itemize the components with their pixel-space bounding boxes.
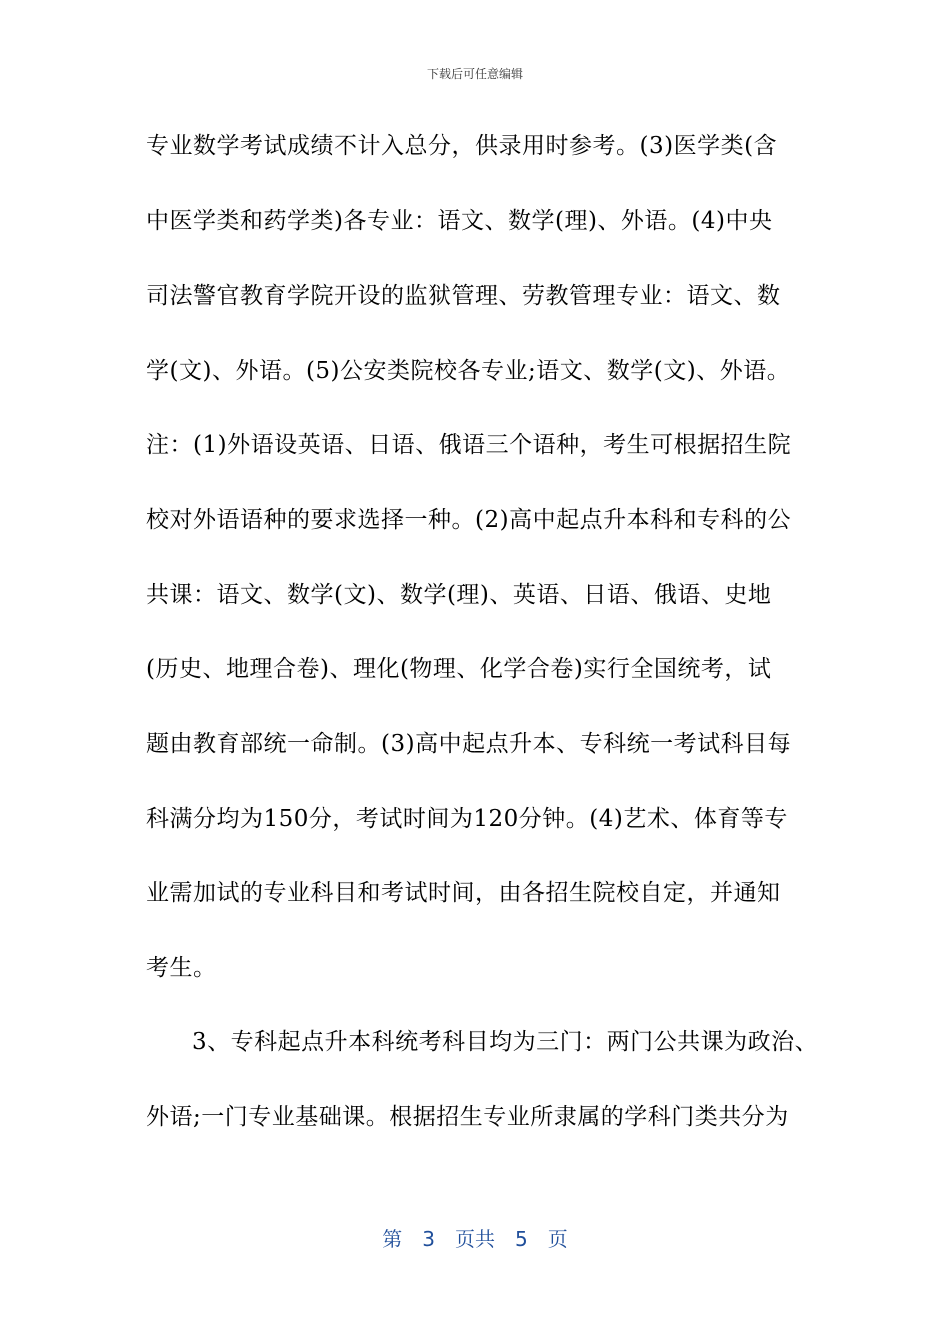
- text-line: 注：(1)外语设英语、日语、俄语三个语种，考生可根据招生院: [146, 432, 792, 458]
- footer-prefix: 第: [382, 1227, 403, 1251]
- footer-middle: 页共: [455, 1227, 495, 1251]
- text-line: (历史、地理合卷)、理化(物理、化学合卷)实行全国统考，试: [146, 656, 772, 682]
- text-line: 司法警官教育学院开设的监狱管理、劳教管理专业：语文、数: [146, 283, 781, 309]
- text-line: 校对外语语种的要求选择一种。(2)高中起点升本科和专科的公: [146, 507, 792, 533]
- total-pages-number: 5: [515, 1227, 528, 1251]
- text-line: 外语;一门专业基础课。根据招生专业所隶属的学科门类共分为: [146, 1104, 789, 1130]
- text-line: 3、专科起点升本科统考科目均为三门：两门公共课为政治、: [192, 1029, 819, 1055]
- page-header: 下载后可任意编辑: [426, 67, 523, 81]
- current-page-number: 3: [422, 1227, 435, 1251]
- text-line: 业需加试的专业科目和考试时间，由各招生院校自定，并通知: [146, 880, 781, 906]
- text-line: 学(文)、外语。(5)公安类院校各专业;语文、数学(文)、外语。: [146, 358, 791, 384]
- text-line: 共课：语文、数学(文)、数学(理)、英语、日语、俄语、史地: [146, 582, 772, 608]
- text-line: 题由教育部统一命制。(3)高中起点升本、专科统一考试科目每: [146, 731, 792, 757]
- text-line: 专业数学考试成绩不计入总分，供录用时参考。(3)医学类(含: [146, 133, 778, 159]
- footer-suffix: 页: [547, 1227, 568, 1251]
- text-line: 科满分均为150分，考试时间为120分钟。(4)艺术、体育等专: [146, 806, 788, 832]
- text-line: 中医学类和药学类)各专业：语文、数学(理)、外语。(4)中央: [146, 208, 773, 234]
- text-line: 考生。: [146, 955, 217, 981]
- page-number-footer: [0, 1225, 950, 1253]
